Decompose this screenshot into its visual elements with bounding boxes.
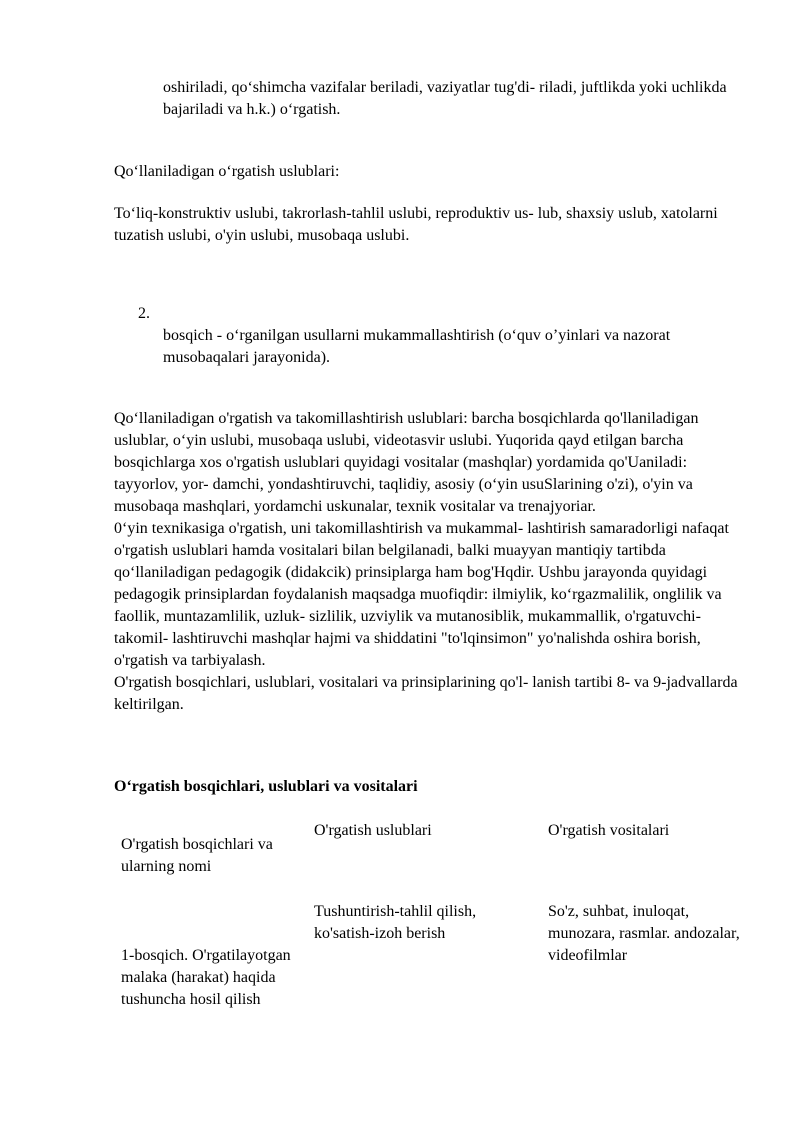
table-cell-means: So'z, suhbat, inuloqat, munozara, rasmlar. andozalar, videofilmlar bbox=[548, 903, 740, 964]
body-paragraph-methods: Qo‘llaniladigan o'rgatish va takomillashtirish uslublari: barcha bosqichlarda qo'llaniladigan uslublar, o‘yin uslubi, musobaqa uslubi, videotasvir uslubi. Yuqorida qayd etilgan barcha bosqichlarga xos o'rgatish uslublari quyidagi vositalar (mashqlar) yordamida qo'Uaniladi: tayyorlov, yor- damchi, yondashtiruvchi, taqlidiy, asosiy (o‘yin usuSlarining o'zi), o'yin va musobaqa mashqlari, yordamchi uskunalar, texnik vositalar va trenajyoriar. bbox=[114, 410, 699, 515]
intro-paragraph: oshiriladi, qo‘shimcha vazifalar beriladi, vaziyatlar tug'di- riladi, juftlikda yoki uchlikda bajariladi va h.k.) o‘rgatish. bbox=[163, 79, 727, 118]
used-methods-heading: Qo‘llaniladigan o‘rgatish uslublari: bbox=[114, 163, 340, 180]
list-number: 2. bbox=[138, 305, 150, 322]
body-paragraph-principles: 0‘yin texnikasiga o'rgatish, uni takomillashtirish va mukammal- lashtirish samaradorligi nafaqat o'rgatish uslublari hamda vositalari bilan belgilanadi, balki muayyan mantiqiy tartibda qo‘llaniladigan pedagogik (didakcik) prinsiplarga ham bog'Hqdir. Ushbu jarayonda quyidagi pedagogik prinsiplardan foydalanish maqsadga muofiqdir: ilmiylik, ko‘rgazmalilik, onglilik va faollik, muntazamlilik, uzluk- sizlilik, uzviylik va mutanosiblik, mukammallik, o'rgatuvchi-takomil- lashtiruvchi mashqlar hajmi va shiddatini "to'lqinsimon" yo'nalishda oshira borish, o'rgatish va tarbiyalash. bbox=[114, 520, 729, 669]
body-text bbox=[114, 408, 744, 716]
table-header-methods: O'rgatish uslublari bbox=[314, 822, 432, 839]
table-cell-stage: 1-bosqich. O'rgatilayotgan malaka (harakat) haqida tushuncha hosil qilish bbox=[121, 947, 291, 1008]
used-methods-list: To‘liq-konstruktiv uslubi, takrorlash-tahlil uslubi, reproduktiv us- lub, shaxsiy uslub, xatolarni tuzatish uslubi, o'yin uslubi, musobaqa uslubi. bbox=[114, 205, 718, 244]
stage-2-text: bosqich - o‘rganilgan usullarni mukammallashtirish (o‘quv o’yinlari va nazorat musobaqalari jarayonida). bbox=[163, 327, 671, 366]
table-title: O‘rgatish bosqichlari, uslublari va vositalari bbox=[114, 778, 418, 795]
body-paragraph-tables-ref: O'rgatish bosqichlari, uslublari, vositalari va prinsiplarining qo'l- lanish tartibi 8- va 9-jadvallarda keltirilgan. bbox=[114, 674, 738, 713]
table-header-stages: O'rgatish bosqichlari va ularning nomi bbox=[121, 836, 273, 875]
table-cell-methods: Tushuntirish-tahlil qilish, ko'satish-izoh berish bbox=[314, 903, 477, 942]
table-header-means: O'rgatish vositalari bbox=[548, 822, 670, 839]
